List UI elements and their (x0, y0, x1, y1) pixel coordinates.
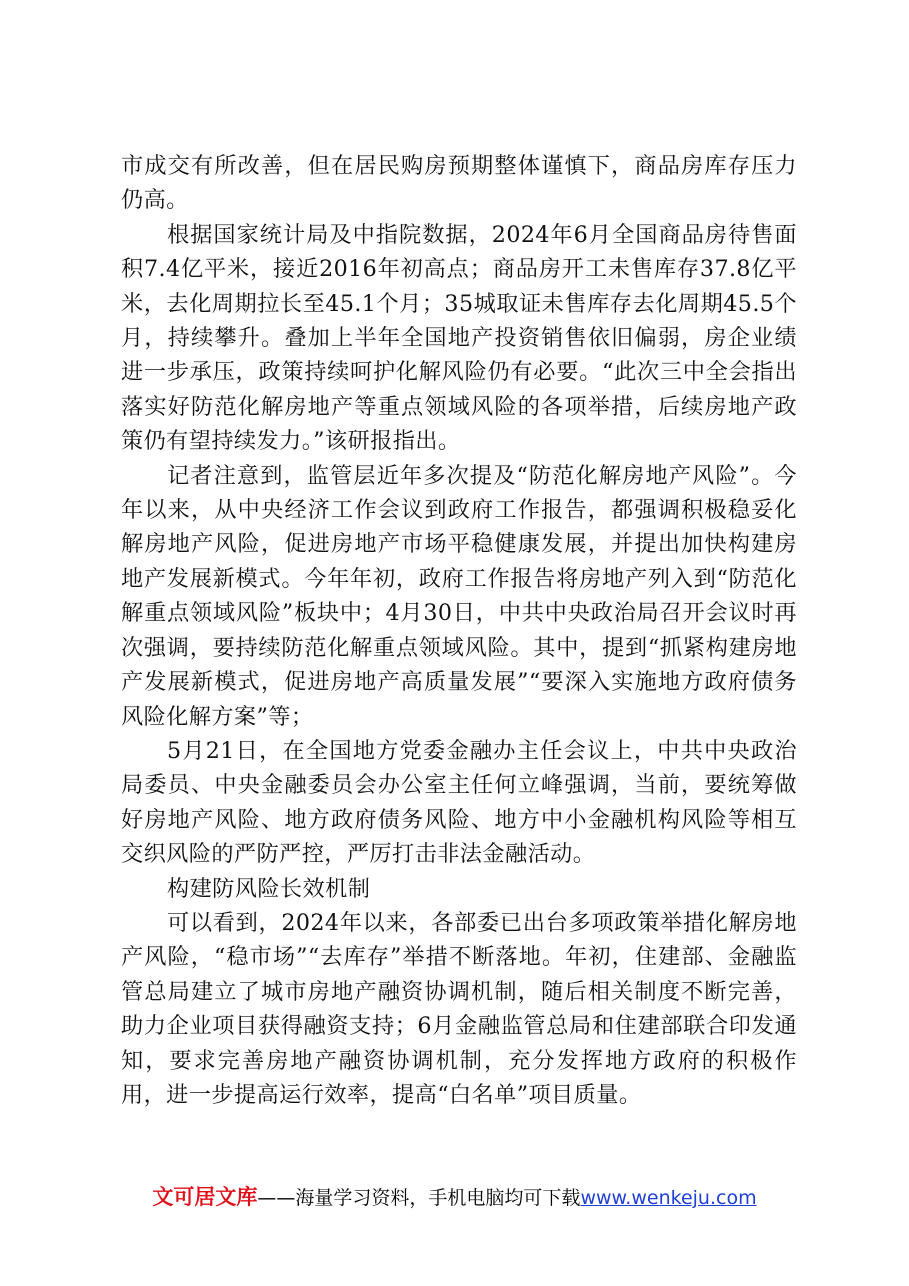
footer-url-link[interactable]: www.wenkeju.com (580, 1187, 757, 1209)
paragraph-4: 5月21日，在全国地方党委金融办主任会议上，中共中央政治局委员、中央金融委员会办公室主任何立峰强调，当前，要统筹做好房地产风险、地方政府债务风险、地方中小金融机构风险等相互交织风险的严防严控，严厉打击非法金融活动。 (121, 737, 797, 868)
paragraph-2: 根据国家统计局及中指院数据，2024年6月全国商品房待售面积7.4亿平米，接近2016年初高点；商品房开工未售库存37.8亿平米，去化周期拉长至45.1个月；35城取证未售库存去化周期45.5个月，持续攀升。叠加上半年全国地产投资销售依旧偏弱，房企业绩进一步承压，政策持续呵护化解风险仍有必要。“此次三中全会指出落实好防范化解房地产等重点领域风险的各项举措，后续房地产政策仍有望持续发力。”该研报指出。 (121, 221, 797, 455)
paragraph-5: 可以看到，2024年以来，各部委已出台多项政策举措化解房地产风险，“稳市场”“去库存”举措不断落地。年初，住建部、金融监管总局建立了城市房地产融资协调机制，随后相关制度不断完善，助力企业项目获得融资支持；6月金融监管总局和住建部联合印发通知，要求完善房地产融资协调机制，充分发挥地方政府的积极作用，进一步提高运行效率，提高“白名单”项目质量。 (121, 909, 797, 1108)
article-body (121, 149, 797, 1112)
footer-tagline: ——海量学习资料，手机电脑均可下载 (257, 1187, 581, 1209)
footer-brand: 文可居文库 (152, 1185, 258, 1209)
paragraph-1: 市成交有所改善，但在居民购房预期整体谨慎下，商品房库存压力仍高。 (121, 153, 797, 214)
paragraph-3: 记者注意到，监管层近年多次提及“防范化解房地产风险”。今年以来，从中央经济工作会议到政府工作报告，都强调积极稳妥化解房地产风险，促进房地产市场平稳健康发展，并提出加快构建房地产发展新模式。今年年初，政府工作报告将房地产列入到“防范化解重点领域风险”板块中；4月30日，中共中央政治局召开会议时再次强调，要持续防范化解重点领域风险。其中，提到“抓紧构建房地产发展新模式，促进房地产高质量发展”“要深入实施地方政府债务风险化解方案”等； (121, 462, 797, 730)
footer-banner (0, 1181, 909, 1211)
section-heading: 构建防风险长效机制 (167, 875, 371, 902)
